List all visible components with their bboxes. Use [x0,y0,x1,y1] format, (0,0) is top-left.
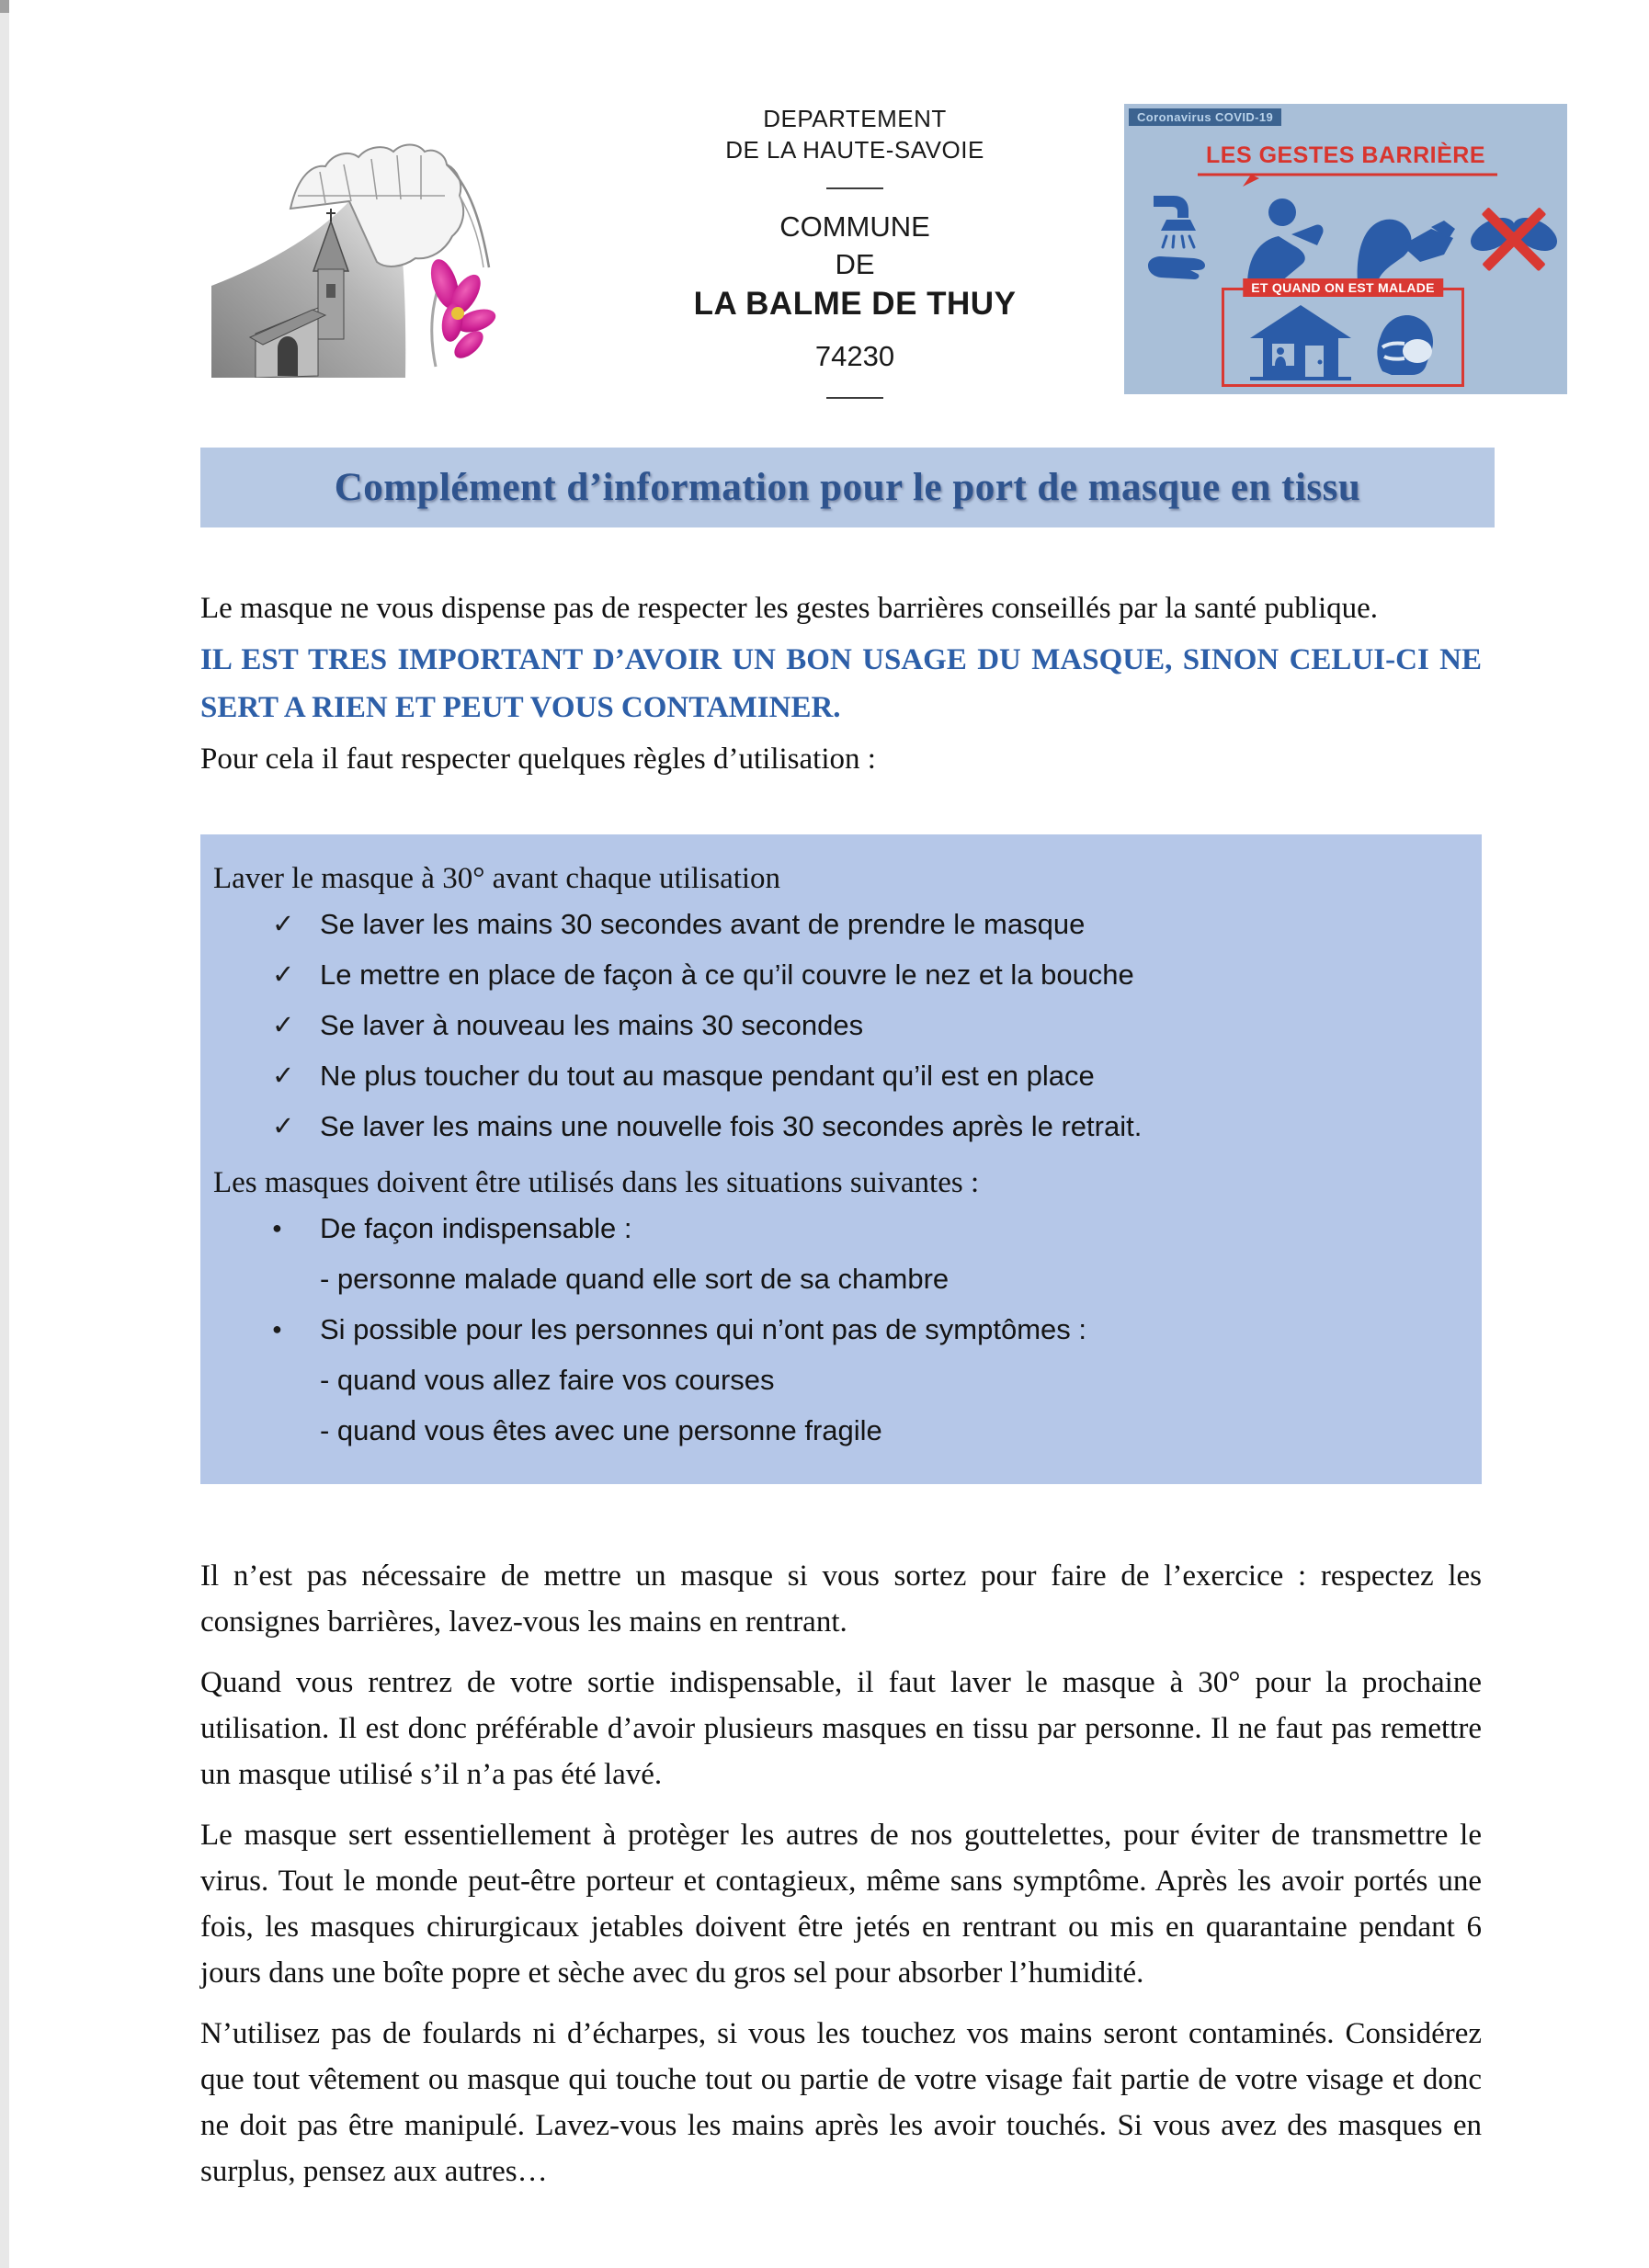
department-line: DE LA HAUTE-SAVOIE [725,136,984,164]
scan-edge-strip [0,0,9,2268]
body-paragraph: N’utilisez pas de foulards ni d’écharpes, si vous les touchez vos mains seront contaminés. Considérez que tout vêtement ou masque qui touche tout ou partie de votre visage fait partie de votre visage et donc ne doit pas être manipulé. Lavez-vous les mains après les avoir touchés. Si vous avez des masques en surplus, pensez aux autres… [200,2017,1482,2188]
check-item [213,1101,1465,1151]
when-sick-label: ET QUAND ON EST MALADE [1243,278,1443,297]
bullet-item [213,1304,1465,1355]
intro-paragraph: Le masque ne vous dispense pas de respecter les gestes barrières conseillés par la santé publique. [200,592,1379,625]
covid-poster [1124,104,1567,394]
commune-name: LA BALME DE THUY [693,286,1017,322]
commune-line: DE [835,248,875,280]
intro-paragraph: Pour cela il faut respecter quelques règles d’utilisation : [200,743,876,776]
no-handshake-icon [1470,194,1558,286]
rules-box [200,834,1482,1484]
department-line: DEPARTEMENT [763,105,947,132]
mask-on-face-icon [1373,303,1441,379]
check-item [213,899,1465,949]
sneeze-into-tissue-icon [1350,199,1464,284]
bullet-icon: ● [272,1320,282,1338]
check-icon: ✓ [272,960,295,990]
orchid-flower [426,255,496,367]
check-item [213,1050,1465,1101]
check-item-text: Le mettre en place de façon à ce qu’il couvre le nez et la bouche [320,958,1134,991]
body-paragraph: Quand vous rentrez de votre sortie indispensable, il faut laver le masque à 30° pour la prochaine utilisation. Il est donc préférable d’avoir plusieurs masques en tissu par personne. Il ne faut pas remettre un masque utilisé s’il n’a pas été lavé. [200,1666,1482,1791]
check-item [213,949,1465,1000]
bullet-item-text: De façon indispensable : [320,1211,632,1244]
title-underline [1196,172,1499,188]
body-text-section [200,1553,1482,2209]
rules-heading: Laver le masque à 30° avant chaque utilisation [213,862,781,895]
bullet-icon: ● [272,1219,282,1237]
wash-hands-icon [1143,192,1214,284]
scan-edge-corner [0,0,9,13]
separator-line [826,397,883,399]
body-paragraph: Il n’est pas nécessaire de mettre un masque si vous sortez pour faire de l’exercice : respectez les consignes barrières, lavez-vous les mains en rentrant. [200,1559,1482,1639]
intro-emphasis-paragraph: IL EST TRES IMPORTANT D’AVOIR UN BON USAGE DU MASQUE, SINON CELUI-CI NE SERT A RIEN ET PEUT VOUS CONTAMINER. [200,643,1482,724]
check-item-text: Ne plus toucher du tout au masque pendant qu’il est en place [320,1059,1095,1092]
sub-item: - quand vous allez faire vos courses [320,1363,775,1396]
check-icon: ✓ [272,1011,295,1040]
commune-illustration [210,87,496,378]
sub-item: - quand vous êtes avec une personne fragile [320,1413,882,1446]
check-icon: ✓ [272,910,295,939]
bullet-item-text: Si possible pour les personnes qui n’ont pas de symptômes : [320,1312,1087,1345]
sub-item: - personne malade quand elle sort de sa chambre [320,1262,950,1295]
poster-title: LES GESTES BARRIÈRE [1206,142,1485,168]
cough-into-elbow-icon [1242,198,1334,286]
body-paragraph: Le masque sert essentiellement à protèger les autres de nos gouttelettes, pour éviter de transmettre le virus. Tout le monde peut-être porteur et contagieux, même sans symptôme. Après les avoir portés une fois, les masques chirurgicaux jetables doivent être jetés en rentrant ou mis en quarantaine pendant 6 jours dans une boîte popre et sèche avec du gros sel pour absorber l’humidité. [200,1819,1482,1990]
rules-heading: Les masques doivent être utilisés dans les situations suivantes : [213,1166,980,1199]
separator-line [826,187,883,189]
poster-badge: Coronavirus COVID-19 [1129,108,1281,126]
check-item-text: Se laver à nouveau les mains 30 secondes [320,1008,864,1041]
check-icon: ✓ [272,1061,295,1091]
check-item-text: Se laver les mains 30 secondes avant de prendre le masque [320,907,1086,940]
postal-code: 74230 [814,340,895,372]
header-text-block [634,103,1075,417]
check-icon: ✓ [272,1112,295,1141]
stay-home-icon [1250,305,1351,382]
check-item-text: Se laver les mains une nouvelle fois 30 secondes après le retrait. [320,1109,1143,1142]
intro-section [200,584,1482,787]
check-item [213,1000,1465,1050]
when-sick-box [1222,280,1464,387]
bullet-item [213,1203,1465,1253]
commune-line: COMMUNE [779,210,930,243]
page-title: Complément d’information pour le port de masque en tissu [334,466,1361,509]
title-banner [200,448,1495,527]
